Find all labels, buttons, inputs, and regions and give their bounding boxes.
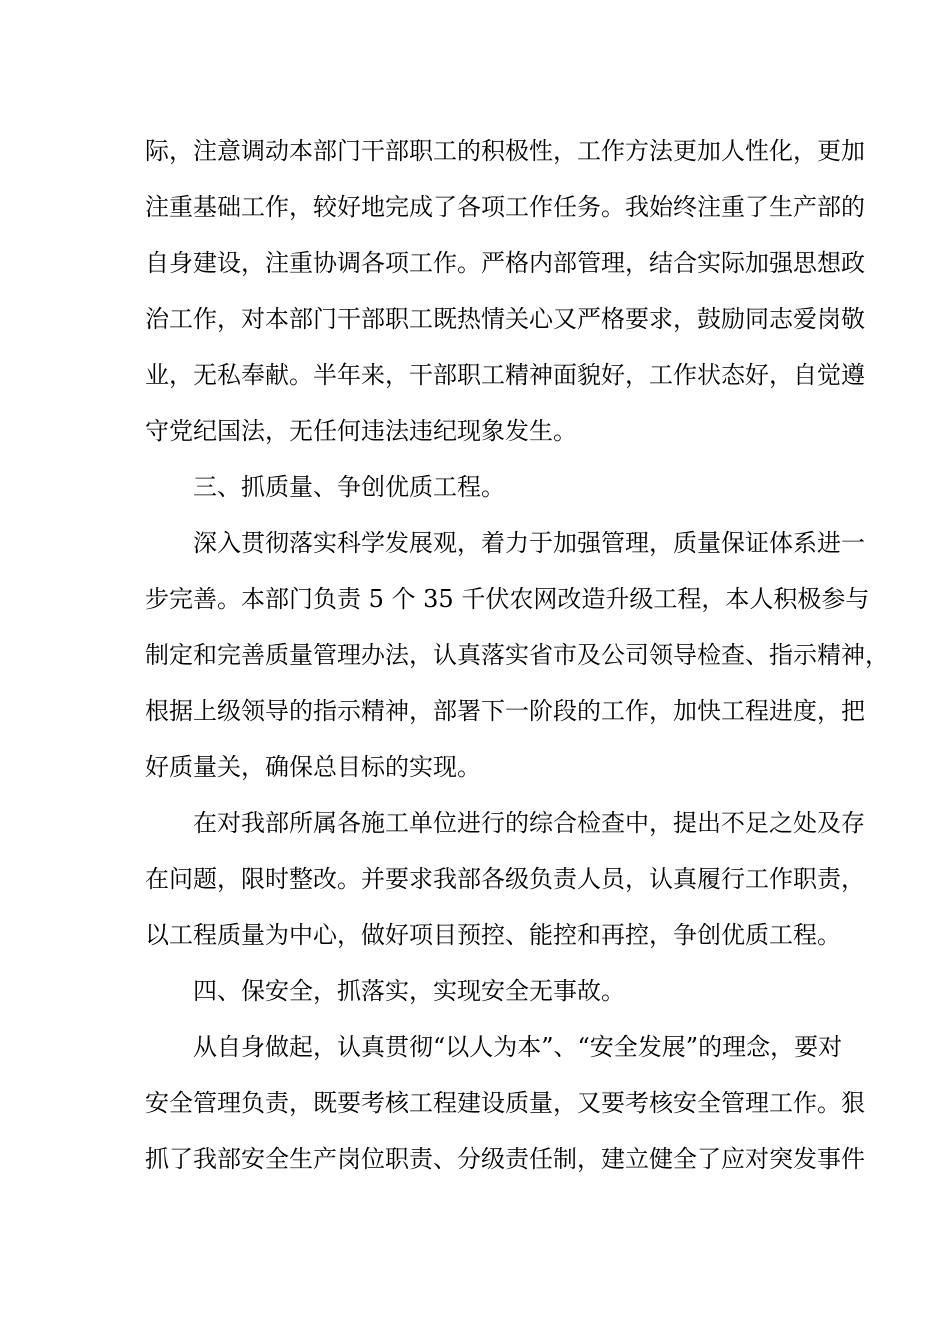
paragraph-line: 安全管理负责，既要考核工程建设质量，又要考核安全管理工作。狠 — [145, 1089, 865, 1117]
paragraph-line: 以工程质量为中心，做好项目预控、能控和再控，争创优质工程。 — [145, 921, 841, 949]
paragraph-line: 守党纪国法，无任何违法违纪现象发生。 — [145, 417, 577, 445]
paragraph-line: 好质量关，确保总目标的实现。 — [145, 753, 481, 781]
paragraph-line: 在问题，限时整改。并要求我部各级负责人员，认真履行工作职责， — [145, 865, 865, 893]
paragraph-line: 深入贯彻落实科学发展观，着力于加强管理，质量保证体系进一 — [193, 529, 865, 557]
paragraph-line: 业，无私奉献。半年来，干部职工精神面貌好，工作状态好，自觉遵 — [145, 361, 865, 389]
paragraph-line: 注重基础工作，较好地完成了各项工作任务。我始终注重了生产部的 — [145, 193, 865, 221]
paragraph-line: 从自身做起，认真贯彻“以人为本”、“安全发展”的理念，要对 — [193, 1033, 843, 1061]
paragraph-line: 在对我部所属各施工单位进行的综合检查中，提出不足之处及存 — [193, 809, 865, 837]
section-heading: 三、抓质量、争创优质工程。 — [193, 473, 505, 501]
paragraph-line: 自身建设，注重协调各项工作。严格内部管理，结合实际加强思想政 — [145, 249, 865, 277]
paragraph-line: 制定和完善质量管理办法，认真落实省市及公司领导检查、指示精神， — [145, 641, 889, 669]
paragraph-line: 步完善。本部门负责 5 个 35 千伏农网改造升级工程，本人积极参与 — [145, 585, 870, 613]
paragraph-line: 治工作，对本部门干部职工既热情关心又严格要求，鼓励同志爱岗敬 — [145, 305, 865, 333]
paragraph-line: 抓了我部安全生产岗位职责、分级责任制，建立健全了应对突发事件 — [145, 1145, 865, 1173]
paragraph-line: 际，注意调动本部门干部职工的积极性，工作方法更加人性化，更加 — [145, 137, 865, 165]
section-heading: 四、保安全，抓落实，实现安全无事故。 — [193, 977, 625, 1005]
paragraph-line: 根据上级领导的指示精神，部署下一阶段的工作，加快工程进度，把 — [145, 697, 865, 725]
